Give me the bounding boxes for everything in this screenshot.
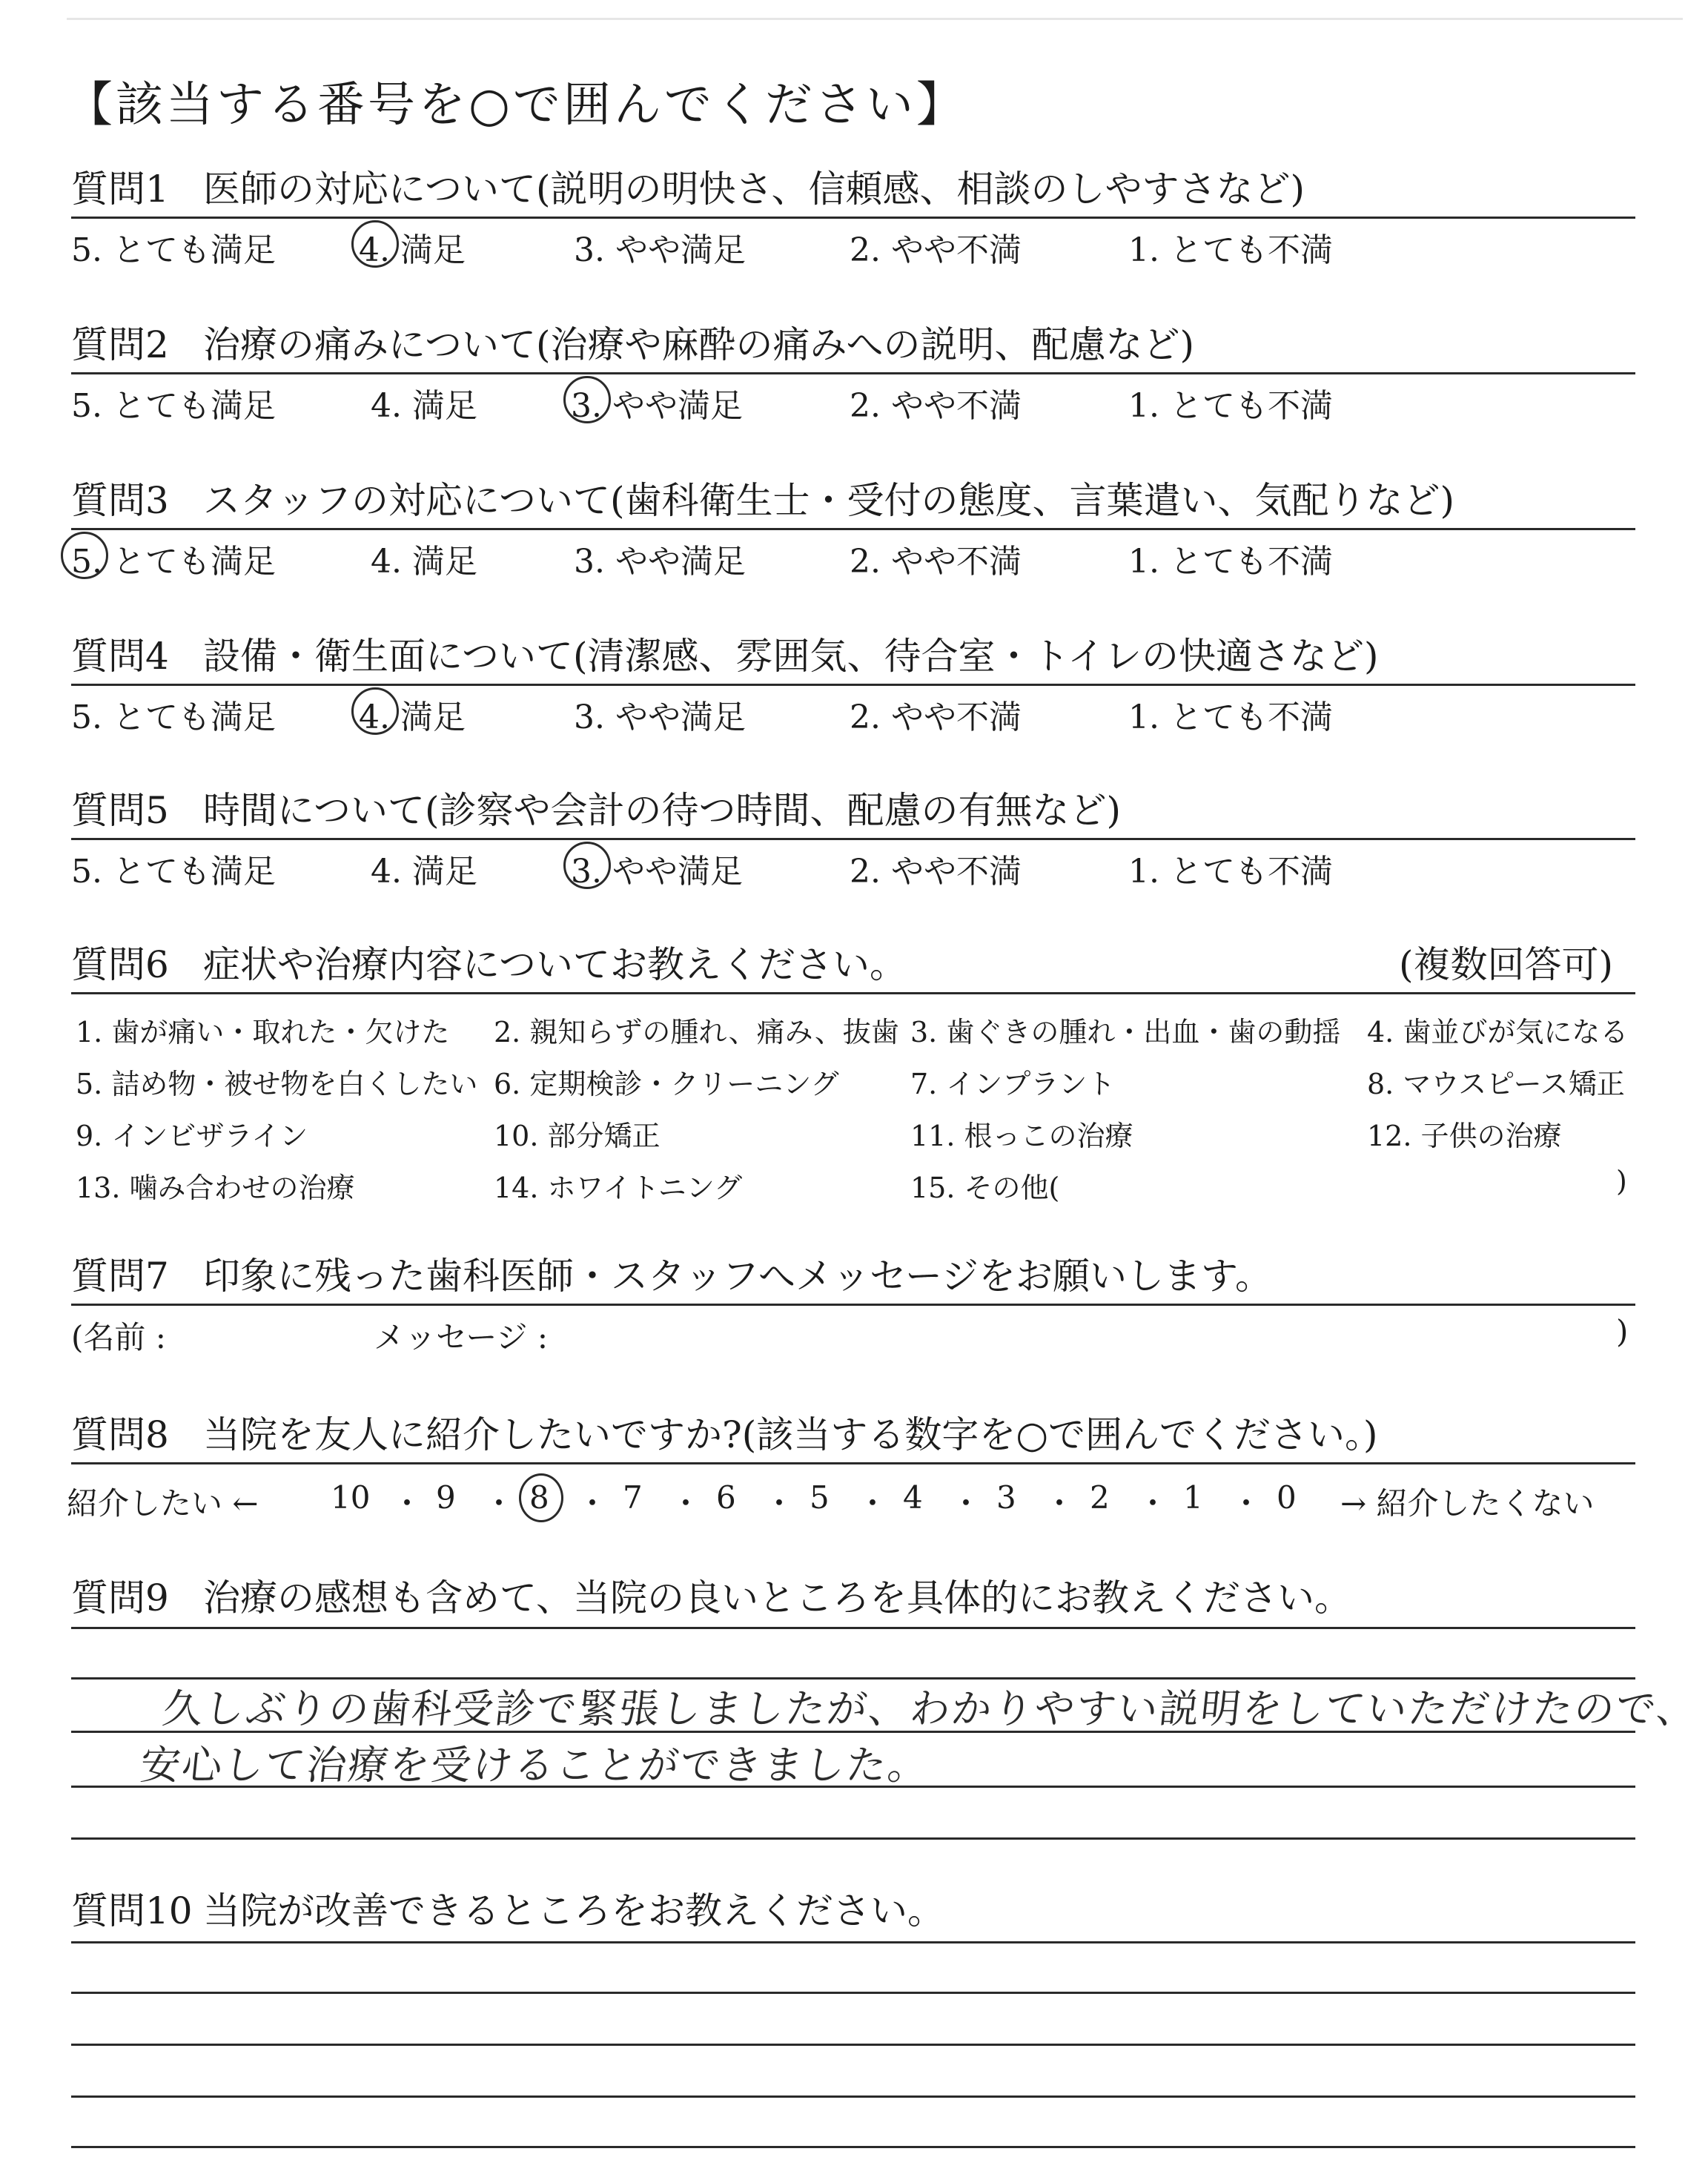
symptom-option[interactable]: 10. 部分矯正 (494, 1120, 661, 1152)
option-2[interactable]: 2. やや不満 (850, 231, 1022, 269)
question-2 (71, 319, 1635, 426)
answer-line (71, 1941, 1635, 1943)
selection-circle (519, 1473, 563, 1522)
symptom-option[interactable]: 5. 詰め物・被せ物を白くしたい (76, 1068, 478, 1100)
option-4[interactable]: 4. 満足 (371, 543, 477, 581)
scale-separator: ・ (950, 1485, 982, 1522)
answer-line (71, 1992, 1635, 1994)
rating-options (71, 840, 1635, 892)
answer-line (71, 2044, 1635, 2046)
selection-circle (563, 842, 611, 889)
symptom-options (71, 994, 1635, 1202)
symptom-option[interactable]: 12. 子供の治療 (1367, 1120, 1562, 1152)
selection-circle (351, 687, 399, 735)
option-3[interactable]: 3. やや満足 (571, 853, 743, 891)
scale-9[interactable]: 9 (436, 1479, 456, 1516)
question-text: 設備・衛生面について(清潔感、雰囲気、待合室・トイレの快適さなど) (203, 635, 1379, 678)
question-text: 治療の感想も含めて、当院の良いところを具体的にお教えください。 (203, 1576, 1351, 1619)
option-3[interactable]: 3. やや満足 (574, 231, 746, 269)
answer-line (71, 2095, 1635, 2098)
option-1[interactable]: 1. とても不満 (1128, 231, 1333, 269)
scale-10[interactable]: 10 (331, 1479, 371, 1516)
rating-options (71, 686, 1635, 738)
recommend-left-label: 紹介したい ← (67, 1485, 259, 1522)
option-2[interactable]: 2. やや不満 (850, 698, 1022, 736)
symptom-option[interactable]: 2. 親知らずの腫れ、痛み、抜歯 (494, 1016, 899, 1048)
option-4[interactable]: 4. 満足 (371, 853, 477, 891)
option-2[interactable]: 2. やや不満 (850, 853, 1022, 891)
handwritten-answer-line: 安心して治療を受けることができました。 (138, 1742, 932, 1789)
symptom-option[interactable]: 13. 噛み合わせの治療 (76, 1172, 355, 1204)
scale-0[interactable]: 0 (1277, 1479, 1297, 1516)
rating-options (71, 530, 1635, 582)
handwritten-answer-line: 久しぶりの歯科受診で緊張しましたが、わかりやすい説明をしていただけたので、 (160, 1685, 1701, 1732)
option-3[interactable]: 3. やや満足 (574, 543, 746, 581)
question-text: 当院が改善できるところをお教えください。 (203, 1889, 944, 1932)
scale-separator: ・ (764, 1485, 795, 1522)
form-title: 【該当する番号を○で囲んでください】 (65, 78, 967, 133)
answer-line (71, 1837, 1635, 1840)
symptom-option[interactable]: 9. インビザライン (76, 1120, 308, 1152)
symptom-option[interactable]: 7. インプラント (910, 1068, 1116, 1100)
question-text: 当院を友人に紹介したいですか?(該当する数字を○で囲んでください。) (203, 1413, 1378, 1456)
symptom-option[interactable]: 4. 歯並びが気になる (1367, 1016, 1629, 1048)
scale-7[interactable]: 7 (623, 1479, 643, 1516)
scale-8[interactable]: 8 (529, 1479, 549, 1516)
option-2[interactable]: 2. やや不満 (850, 543, 1022, 581)
scale-separator: ・ (857, 1485, 889, 1522)
selection-circle (563, 376, 611, 423)
scale-separator: ・ (1137, 1485, 1169, 1522)
question-number: 質問4 (71, 635, 169, 678)
question-5 (71, 785, 1635, 892)
scale-separator: ・ (1044, 1485, 1076, 1522)
option-1[interactable]: 1. とても不満 (1128, 853, 1333, 891)
scale-2[interactable]: 2 (1090, 1479, 1110, 1516)
question-7 (71, 1250, 1635, 1358)
question-number: 質問1 (71, 168, 169, 211)
symptom-option[interactable]: 3. 歯ぐきの腫れ・出血・歯の動揺 (910, 1016, 1341, 1048)
recommend-right-label: → 紹介したくない (1340, 1485, 1595, 1522)
symptom-option[interactable]: 14. ホワイトニング (494, 1172, 743, 1204)
question-number: 質問6 (71, 943, 169, 986)
answer-line (71, 1627, 1635, 1629)
option-4[interactable]: 4. 満足 (359, 698, 466, 736)
selection-circle (61, 532, 108, 579)
option-5[interactable]: 5. とても満足 (71, 231, 276, 269)
option-5[interactable]: 5. とても満足 (71, 853, 276, 891)
option-1[interactable]: 1. とても不満 (1128, 698, 1333, 736)
option-5[interactable]: 5. とても満足 (71, 543, 276, 581)
symptom-option[interactable]: 1. 歯が痛い・取れた・欠けた (76, 1016, 450, 1048)
question-text: 印象に残った歯科医師・スタッフへメッセージをお願いします。 (203, 1255, 1272, 1298)
message-close-paren: ) (1616, 1313, 1629, 1350)
question-text: スタッフの対応について(歯科衛生士・受付の態度、言葉遣い、気配りなど) (203, 479, 1455, 522)
rating-options (71, 219, 1635, 271)
message-row (71, 1306, 1635, 1358)
question-3 (71, 475, 1635, 582)
answer-line (71, 2146, 1635, 2148)
option-2[interactable]: 2. やや不満 (850, 387, 1022, 425)
recommend-scale (67, 1464, 1635, 1531)
symptom-option[interactable]: 11. 根っこの治療 (910, 1120, 1133, 1152)
scale-3[interactable]: 3 (996, 1479, 1016, 1516)
symptom-option[interactable]: 8. マウスピース矯正 (1367, 1068, 1625, 1100)
question-6 (71, 939, 1635, 1202)
question-8 (67, 1409, 1635, 1531)
name-label[interactable]: (名前 : (71, 1319, 166, 1355)
rating-options (71, 374, 1635, 426)
option-3[interactable]: 3. やや満足 (571, 387, 743, 425)
question-number: 質問7 (71, 1255, 169, 1298)
question-text: 医師の対応について(説明の明快さ、信頼感、相談のしやすさなど) (203, 168, 1305, 211)
scale-5[interactable]: 5 (810, 1479, 830, 1516)
scale-4[interactable]: 4 (903, 1479, 923, 1516)
question-1 (71, 163, 1635, 271)
selection-circle (351, 220, 399, 268)
question-text: 時間について(診察や会計の待つ時間、配慮の有無など) (203, 789, 1122, 832)
option-5[interactable]: 5. とても満足 (71, 698, 276, 736)
top-edge (67, 18, 1683, 20)
scale-separator: ・ (1231, 1485, 1262, 1522)
scale-separator: ・ (391, 1485, 423, 1522)
option-3[interactable]: 3. やや満足 (574, 698, 746, 736)
scale-1[interactable]: 1 (1183, 1479, 1203, 1516)
option-4[interactable]: 4. 満足 (359, 231, 466, 269)
question-text: 症状や治療内容についてお教えください。 (203, 943, 907, 986)
option-4[interactable]: 4. 満足 (371, 387, 477, 425)
message-label[interactable]: メッセージ : (374, 1319, 548, 1355)
option-1[interactable]: 1. とても不満 (1128, 387, 1333, 425)
question-number: 質問5 (71, 789, 169, 832)
multiple-answer-note: (複数回答可) (1398, 943, 1613, 986)
question-number: 質問3 (71, 479, 169, 522)
question-number: 質問9 (71, 1576, 169, 1619)
question-number: 質問8 (71, 1413, 169, 1456)
question-text: 治療の痛みについて(治療や麻酔の痛みへの説明、配慮など) (203, 323, 1195, 366)
question-10 (71, 1885, 1635, 1938)
option-1[interactable]: 1. とても不満 (1128, 543, 1333, 581)
option-5[interactable]: 5. とても満足 (71, 387, 276, 425)
symptom-option-other[interactable]: 15. その他( (910, 1172, 1060, 1204)
scale-separator: ・ (483, 1485, 515, 1522)
scale-separator: ・ (577, 1485, 609, 1522)
question-4 (71, 630, 1635, 738)
other-close-paren: ) (1616, 1165, 1627, 1198)
question-number: 質問2 (71, 323, 169, 366)
scale-separator: ・ (670, 1485, 702, 1522)
symptom-option[interactable]: 6. 定期検診・クリーニング (494, 1068, 839, 1100)
question-9 (71, 1572, 1635, 1625)
question-number: 質問10 (71, 1889, 193, 1932)
scale-6[interactable]: 6 (716, 1479, 736, 1516)
